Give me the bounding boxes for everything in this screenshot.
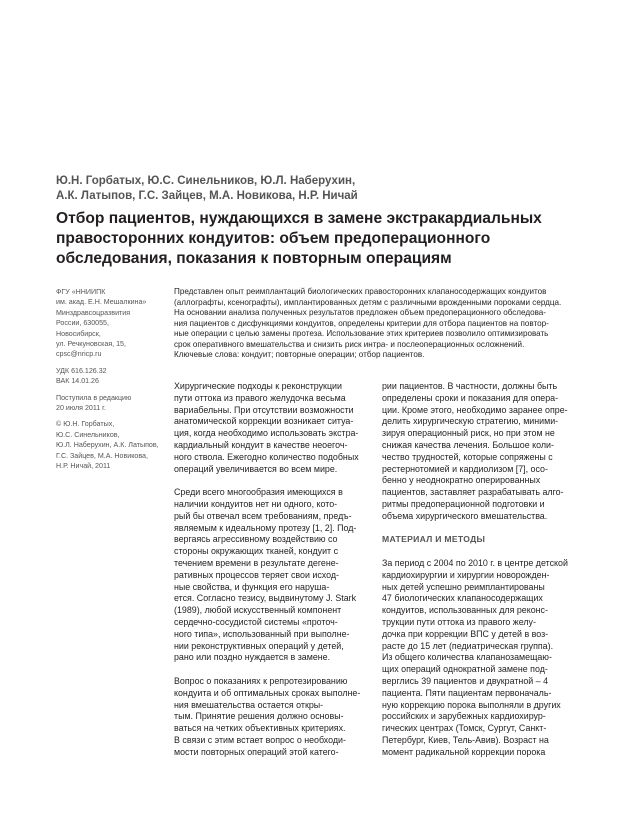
- text-line: ния вмешательства остается откры-: [174, 699, 324, 710]
- text-line: 47 биологических клапаносодержащих: [382, 593, 543, 604]
- text-line: гических центрах (Томск, Сургут, Санкт-: [382, 723, 547, 734]
- copyright-line: Г.С. Зайцев, М.А. Новикова,: [56, 451, 148, 460]
- abstract-line: Представлен опыт реимплантаций биологических правосторонних клапаносодержащих кондуитов: [174, 287, 547, 296]
- text-line: сердечно-сосудистой системы «проточ-: [174, 616, 338, 627]
- text-line: определены сроки и показания для опера-: [382, 392, 559, 403]
- received-date: 20 июля 2011 г.: [56, 404, 106, 413]
- text-line: чество трудностей, которые сопряжены с: [382, 451, 553, 462]
- text-line: рый бы отвечал всем требованиям, предъ-: [174, 510, 352, 521]
- text-line: нии реконструктивных операций у детей,: [174, 640, 344, 651]
- text-line: ваться на четких объективных критериях.: [174, 723, 346, 734]
- text-line: кондуитов, использованных для реконс-: [382, 605, 548, 616]
- authors-line: Ю.Н. Горбатых, Ю.С. Синельников, Ю.Л. Наберухин,: [56, 175, 356, 187]
- affiliation-line: России, 630055,: [56, 319, 109, 328]
- text-line: операций увеличивается во всем мире.: [174, 463, 338, 474]
- abstract-line: (аллографты, ксенографты), имплантированных детям с различными врожденными пороками сердца.: [174, 297, 562, 307]
- abstract-line: На основании анализа полученных результатов предложен объем предоперационного обследова-: [174, 308, 546, 317]
- text-line: ритмы предоперационной подготовки и: [382, 498, 545, 509]
- text-line: вергаясь агрессивному воздействию со: [174, 534, 338, 545]
- text-line: пациента. Пяти пациентам первоначаль-: [382, 687, 552, 698]
- udc-line: УДК 616.126.32: [56, 366, 107, 375]
- affiliation-line: Новосибирск,: [56, 329, 101, 338]
- text-line: кардиальный кондуит в качестве неоегоч-: [174, 439, 348, 450]
- text-line: являемым к идеальному протезу [1, 2]. Под-: [174, 522, 357, 533]
- text-line: ции. Кроме этого, необходимо заранее опре-: [382, 404, 568, 415]
- text-line: щих операций однократной замене под-: [382, 664, 548, 675]
- text-line: верглись 39 пациентов и двукратной – 4: [382, 675, 549, 686]
- title-line: правосторонних кондуитов: объем предоперационного: [56, 230, 491, 247]
- text-line: российских и зарубежных кардиохирур-: [382, 711, 546, 722]
- keywords-line: Ключевые слова: кондуит; повторные операции; отбор пациентов.: [174, 350, 425, 359]
- received-label: Поступила в редакцию: [56, 393, 132, 402]
- abstract-line: срок оперативного вмешательства и снизить риск интра- и послеоперационных осложнений.: [174, 339, 525, 349]
- text-line: кондуита и об оптимальных сроках выполне-: [174, 687, 361, 698]
- copyright-line: Ю.С. Синельников,: [56, 430, 120, 439]
- copyright-line: Н.Р. Ничай, 2011: [56, 462, 111, 471]
- sidebar-info: [56, 287, 168, 472]
- text-line: зируя операционный риск, но при этом не: [382, 428, 555, 439]
- affiliation-line: ФГУ «ННИИПК: [56, 288, 106, 296]
- section-heading-methods: МАТЕРИАЛ И МЕТОДЫ: [382, 534, 486, 545]
- text-line: Хирургические подходы к реконструкции: [174, 381, 342, 391]
- text-line: ется. Согласно тезису, выдвинутому J. Stark: [174, 593, 357, 604]
- text-line: дочка при коррекции ВПС у детей в воз-: [382, 628, 549, 639]
- text-line: ных детей успешно реимплантированы: [382, 581, 545, 592]
- article-title: [56, 209, 586, 269]
- text-line: пути оттока из правого желудочка весьма: [174, 392, 346, 403]
- text-line: ного типа», использованный при выполне-: [174, 628, 350, 639]
- text-line: В связи с этим встает вопрос о необходи-: [174, 734, 346, 745]
- text-line: делить хирургическую стратегию, миними-: [382, 416, 559, 427]
- text-line: трукции пути оттока из правого желу-: [382, 616, 536, 627]
- text-line: рестернотомией и кардиолизом [7], осо-: [382, 463, 548, 474]
- affiliation-line: Минздравсоцразвития: [56, 308, 131, 317]
- affiliation-line: ул. Речкуновская, 15,: [56, 340, 126, 349]
- text-line: ративных процессов теряет свои исход-: [174, 569, 340, 580]
- text-line: течением времени в результате дегене-: [174, 557, 339, 568]
- copyright-line: © Ю.Н. Горбатых,: [56, 420, 115, 429]
- text-line: вариабельны. При отсутствии возможности: [174, 404, 354, 415]
- text-line: наличии кондуитов нет ни одного, кото-: [174, 498, 338, 509]
- text-line: стороны окружающих тканей, кондуит с: [174, 546, 339, 557]
- body-column-left: [174, 381, 374, 759]
- affiliation-email: cpsc@nricp.ru: [56, 350, 102, 359]
- text-line: рии пациентов. В частности, должны быть: [382, 381, 558, 391]
- title-line: обследования, показания к повторным операциям: [56, 250, 452, 267]
- text-line: За период с 2004 по 2010 г. в центре детской: [382, 557, 568, 568]
- text-line: кардиохирургии и хирургии новорожден-: [382, 569, 550, 580]
- text-line: бенно у неоднократно оперированных: [382, 475, 541, 486]
- text-line: Петербург, Киев, Тель-Авив). Возраст на: [382, 734, 549, 745]
- title-line: Отбор пациентов, нуждающихся в замене экстракардиальных: [56, 210, 542, 227]
- text-line: тым. Принятие решения должно основы-: [174, 711, 344, 722]
- body-column-right: [382, 381, 582, 759]
- copyright-line: Ю.Л. Наберухин, А.К. Латыпов,: [56, 441, 159, 450]
- text-line: ную коррекцию порока выполняли в других: [382, 699, 561, 710]
- text-line: объема хирургического вмешательства.: [382, 510, 548, 521]
- abstract: [174, 287, 594, 361]
- text-line: момент радикальной коррекции порока: [382, 746, 546, 757]
- abstract-line: ния пациентов с дисфункциями кондуитов, определены критерии для отбора пациентов на повтор-: [174, 318, 549, 328]
- text-line: пациентов, заставляет разрабатывать алго-: [382, 487, 564, 498]
- abstract-line: ные операции с целью замены протеза. Использование этих критериев позволило оптимизировать: [174, 329, 549, 338]
- text-line: ные свойства, и функция его наруша-: [174, 581, 330, 592]
- authors: [56, 174, 576, 204]
- text-line: ного ствола. Ежегодно количество подобных: [174, 451, 359, 462]
- text-line: Среди всего многообразия имеющихся в: [174, 487, 343, 498]
- text-line: Вопрос о показаниях к репротезированию: [174, 675, 348, 686]
- text-line: Из общего количества клапанозамещаю-: [382, 652, 552, 663]
- vak-line: ВАК 14.01.26: [56, 377, 99, 386]
- text-line: (1989), любой искусственный компонент: [174, 605, 342, 616]
- text-line: анатомической коррекции возникает ситуа-: [174, 416, 354, 427]
- text-line: рано или поздно нуждается в замене.: [174, 652, 331, 663]
- affiliation-line: им. акад. Е.Н. Мешалкина»: [56, 298, 147, 307]
- text-line: расте до 15 лет (педиатрическая группа).: [382, 640, 554, 651]
- text-line: снижая качества лечения. Большое коли-: [382, 439, 554, 450]
- text-line: ция, когда необходимо использовать экстра-: [174, 428, 359, 439]
- text-line: мости повторных операций этой катего-: [174, 746, 339, 757]
- authors-line: А.К. Латыпов, Г.С. Зайцев, М.А. Новикова, Н.Р. Ничай: [56, 190, 358, 202]
